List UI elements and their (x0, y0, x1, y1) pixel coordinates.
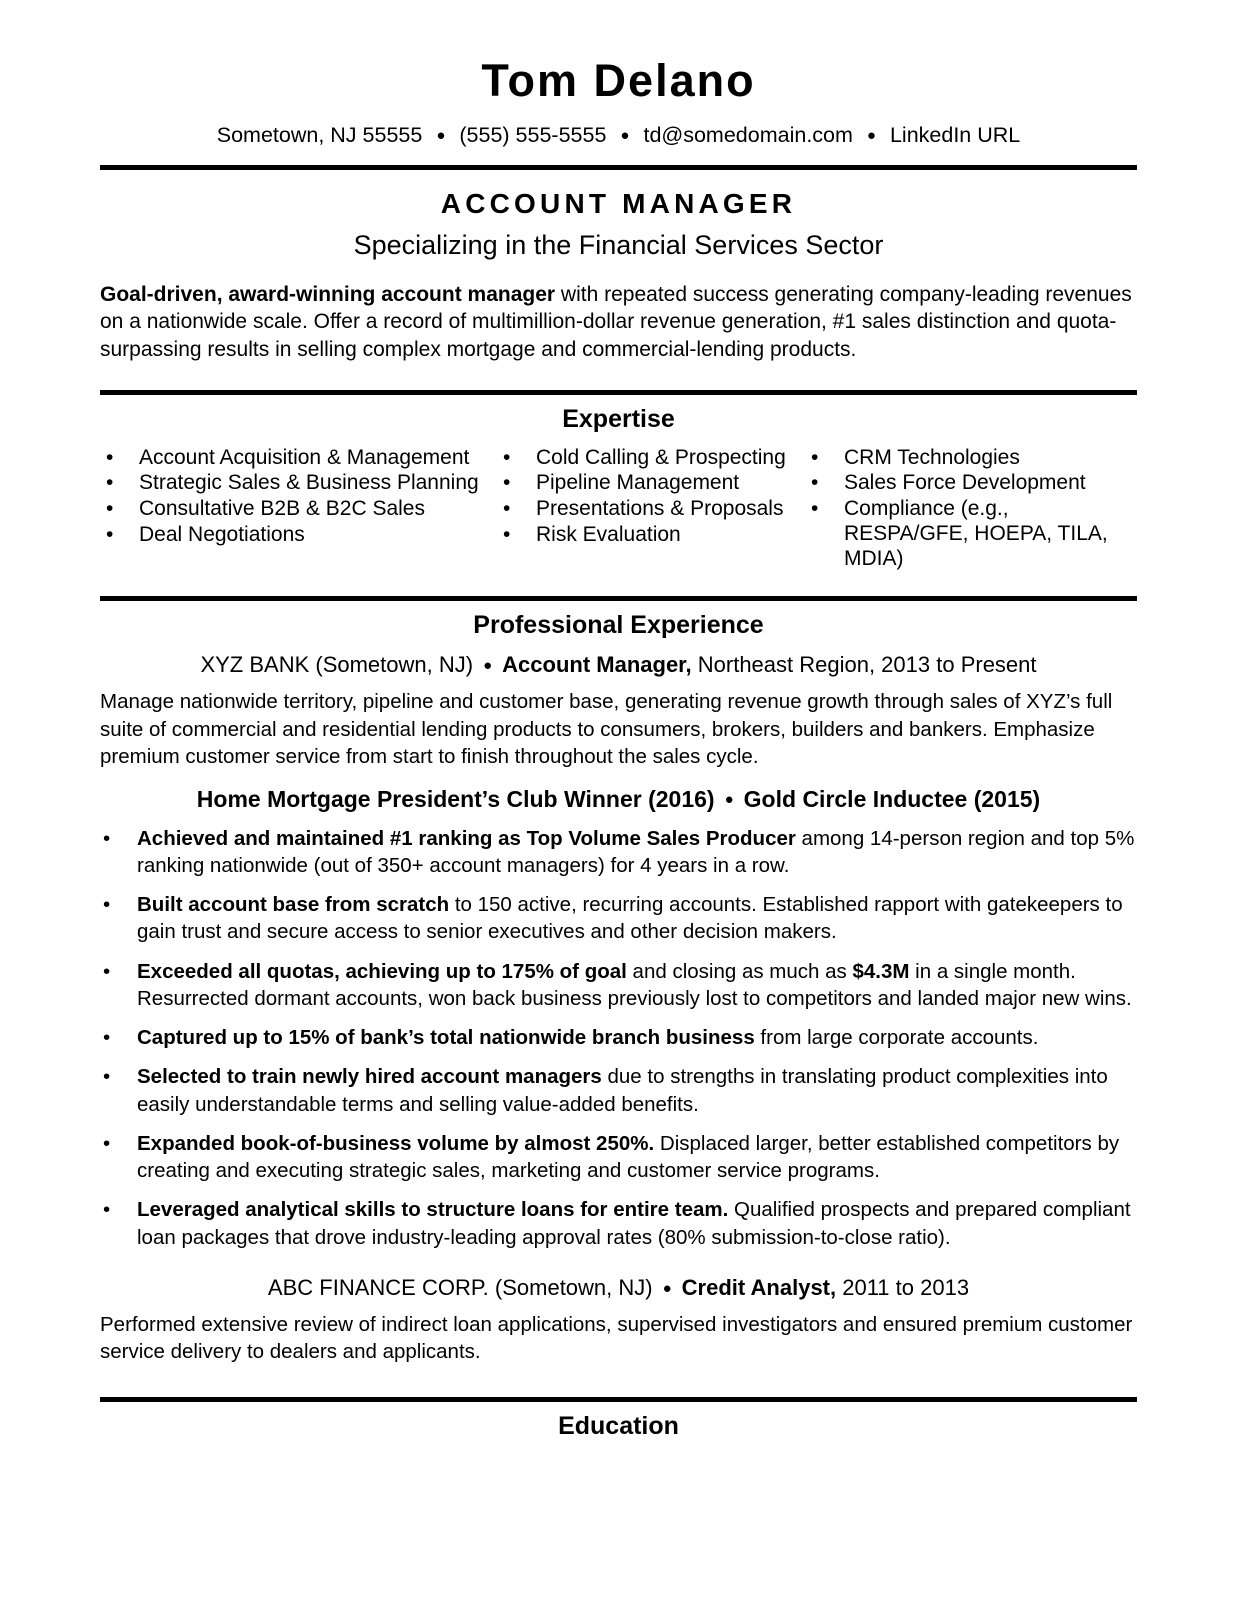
bullet-icon: • (103, 1065, 111, 1089)
job-role: Credit Analyst, (681, 1274, 837, 1300)
page-subtitle: Specializing in the Financial Services Sector (353, 229, 884, 260)
list-item (100, 1024, 1137, 1051)
achievement-body: to 150 active, recurring accounts. Established rapport with gatekeepers to gain trust and secure access to senior executives and other decision makers. (137, 893, 1123, 944)
expertise-item-label: Account Acquisition & Management (139, 445, 470, 469)
job-description-2: Performed extensive review of indirect loan applications, supervised investigators and ensured premium customer service delivery to dealers and applicants. (100, 1312, 1133, 1363)
job-company: ABC FINANCE CORP. (Sometown, NJ) (267, 1274, 653, 1300)
expertise-item-label: Compliance (e.g., RESPA/GFE, HOEPA, TILA, MDIA) (844, 497, 1108, 570)
job-description-1: Manage nationwide territory, pipeline and customer base, generating revenue growth through sales of XYZ’s full suite of commercial and residential lending products to consumers, brokers, builders and bankers. Emphasize premium customer service from start to finish throughout the sales cycle. (100, 690, 1113, 768)
list-item (100, 891, 1137, 946)
job-company: XYZ BANK (Sometown, NJ) (200, 652, 474, 678)
page-title: ACCOUNT MANAGER (440, 187, 797, 219)
expertise-columns (100, 432, 1137, 573)
award-2: Gold Circle Inductee (2015) (743, 785, 1041, 812)
section-heading-education: Education (558, 1411, 679, 1440)
achievement-body: Displaced larger, better established competitors by creating and executing strategic sales, marketing and customer service programs. (137, 1131, 1120, 1183)
list-item (497, 471, 805, 496)
achievement-lead: Exceeded all quotas, achieving up to 175% of goal (137, 959, 627, 983)
expertise-item-label: Consultative B2B & B2C Sales (139, 497, 425, 521)
contact-line (100, 103, 1137, 147)
achievement-lead: Achieved and maintained #1 ranking as Top Volume Sales Producer (137, 826, 796, 850)
contact-phone: (555) 555-5555 (459, 123, 607, 147)
list-item (805, 471, 1137, 496)
achievement-body: from large corporate accounts. (754, 1026, 1039, 1050)
bullet-icon: • (103, 1198, 111, 1222)
achievement-lead: Expanded book-of-business volume by almost 250%. (137, 1131, 655, 1155)
achievement-body: among 14-person region and top 5% ranking nationwide (out of 350+ account managers) for 4 years in a row. (137, 826, 1135, 877)
list-item (100, 523, 497, 548)
list-item (805, 446, 1137, 471)
bullet-icon: • (106, 522, 114, 546)
summary-paragraph (100, 259, 1137, 364)
achievement-lead: Leveraged analytical skills to structure loans for entire team. (137, 1198, 729, 1222)
achievement-list (100, 811, 1137, 1251)
bullet-icon: • (106, 445, 114, 469)
bullet-icon: • (503, 445, 511, 469)
bullet-icon: • (103, 959, 111, 983)
bullet-icon: • (503, 471, 511, 495)
expertise-column-2 (497, 446, 805, 573)
bullet-separator-icon: ● (724, 790, 734, 808)
achievement-lead: Selected to train newly hired account managers (137, 1065, 602, 1089)
contact-email[interactable]: td@somedomain.com (643, 123, 853, 147)
expertise-item-label: Pipeline Management (536, 471, 740, 495)
achievement-body: and closing as much as (626, 959, 853, 983)
expertise-item-label: Strategic Sales & Business Planning (139, 471, 479, 495)
bullet-separator-icon: ● (436, 127, 446, 144)
bullet-icon: • (811, 471, 819, 495)
job-header-1 (100, 638, 1137, 676)
expertise-column-1 (100, 446, 497, 573)
job-role: Account Manager, (502, 652, 692, 678)
bullet-icon: • (103, 1131, 111, 1155)
expertise-list-2 (497, 446, 805, 548)
bullet-separator-icon: ● (483, 657, 493, 675)
summary-body: with repeated success generating company-leading revenues on a nationwide scale. Offer a record of multimillion-dollar revenue generation, #1 sales distinction and quota-surpassing results in selling complex mortgage and commercial-lending products. (100, 282, 1132, 361)
expertise-item-label: Risk Evaluation (536, 522, 681, 546)
bullet-separator-icon: ● (866, 127, 876, 144)
list-item (100, 825, 1137, 880)
expertise-column-3 (805, 446, 1137, 573)
bullet-icon: • (103, 893, 111, 917)
achievement-lead: Built account base from scratch (137, 893, 450, 917)
expertise-item-label: Sales Force Development (844, 471, 1086, 495)
list-item (100, 497, 497, 522)
list-item (100, 446, 497, 471)
candidate-name: Tom Delano (481, 55, 756, 106)
bullet-icon: • (811, 445, 819, 469)
achievement-highlight: $4.3M (852, 959, 910, 983)
bullet-separator-icon: ● (620, 127, 630, 144)
list-item (805, 497, 1137, 571)
bullet-icon: • (106, 497, 114, 521)
awards-line (100, 770, 1137, 811)
expertise-item-label: Presentations & Proposals (536, 497, 784, 521)
expertise-list-1 (100, 446, 497, 548)
list-item (100, 1130, 1137, 1185)
section-heading-expertise: Expertise (562, 404, 675, 433)
expertise-item-label: Cold Calling & Prospecting (536, 445, 786, 469)
section-heading-experience: Professional Experience (473, 611, 764, 640)
bullet-icon: • (103, 826, 111, 850)
job-role-detail: Northeast Region, 2013 to Present (691, 652, 1037, 678)
contact-linkedin[interactable]: LinkedIn URL (889, 123, 1021, 147)
achievement-body: due to strengths in translating product complexities into easily understandable terms and selling value-added benefits. (137, 1065, 1108, 1116)
bullet-icon: • (503, 522, 511, 546)
list-item (100, 958, 1137, 1013)
list-item (100, 1063, 1137, 1118)
list-item (497, 446, 805, 471)
expertise-item-label: Deal Negotiations (139, 522, 305, 546)
bullet-icon: • (503, 497, 511, 521)
bullet-separator-icon: ● (662, 1279, 672, 1297)
summary-lead: Goal-driven, award-winning account manager (100, 282, 556, 306)
expertise-item-label: CRM Technologies (844, 445, 1020, 469)
bullet-icon: • (103, 1026, 111, 1050)
expertise-list-3 (805, 446, 1137, 572)
list-item (100, 1196, 1137, 1251)
list-item (100, 471, 497, 496)
achievement-lead: Captured up to 15% of bank’s total nationwide branch business (137, 1026, 755, 1050)
list-item (497, 523, 805, 548)
job-role-detail: 2011 to 2013 (836, 1274, 970, 1300)
job-header-2 (100, 1263, 1137, 1299)
achievement-body: Qualified prospects and prepared compliant loan packages that drove industry-leading approval rates (80% submission-to-close ratio). (137, 1198, 1131, 1249)
contact-location: Sometown, NJ 55555 (216, 123, 423, 147)
bullet-icon: • (106, 471, 114, 495)
achievement-body-2: in a single month. Resurrected dormant accounts, won back business previously lost to competitors and landed major new wins. (137, 959, 1132, 1010)
bullet-icon: • (811, 497, 819, 521)
list-item (497, 497, 805, 522)
award-1: Home Mortgage President’s Club Winner (2016) (196, 785, 715, 812)
